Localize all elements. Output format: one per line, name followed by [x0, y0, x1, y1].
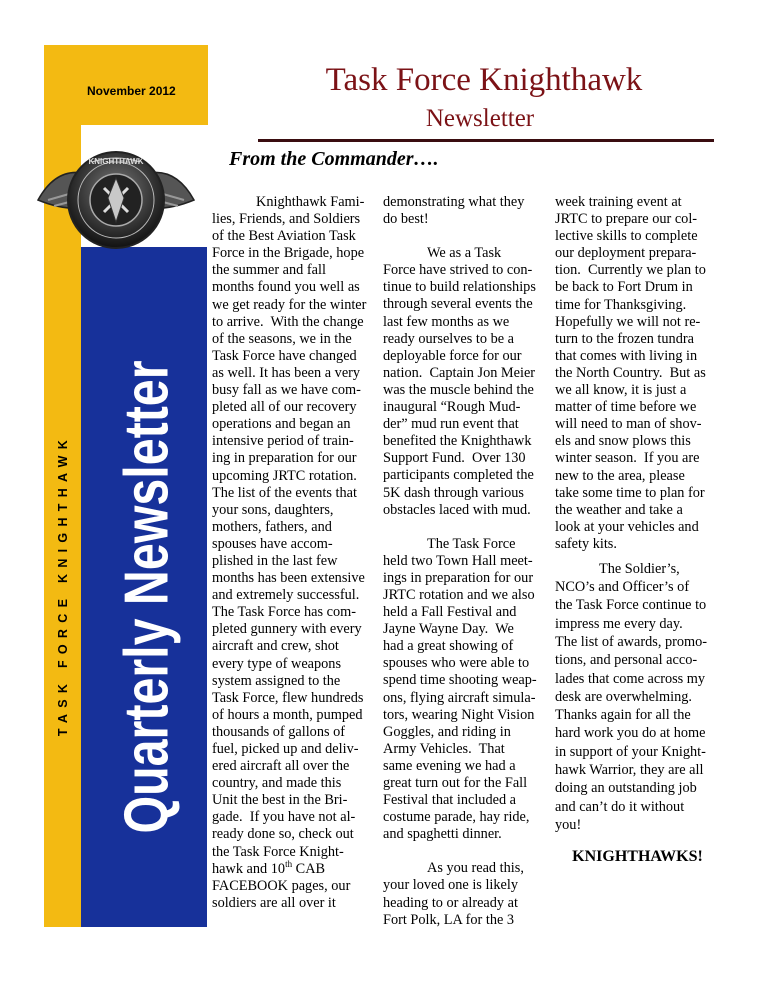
signoff: KNIGHTHAWKS! — [572, 848, 703, 866]
text-line: spend time shooting weap- — [383, 672, 537, 689]
text-line: pleted all of our recovery — [212, 399, 357, 416]
text-line: that comes with living in — [555, 347, 698, 364]
text-line: ing in preparation for our — [212, 450, 357, 467]
text-line: to arrive. With the change — [212, 313, 364, 330]
text-line: Task Force have changed — [212, 347, 357, 364]
text-line: through several events the — [383, 296, 533, 313]
text-line: held two Town Hall meet- — [383, 552, 533, 569]
text-line: country, and made this — [212, 775, 342, 792]
text-line: participants completed the — [383, 467, 534, 484]
text-line: and spaghetti dinner. — [383, 826, 502, 843]
text-line: matter of time before we — [555, 399, 697, 416]
text-line: turn to the frozen tundra — [555, 330, 694, 347]
text-line: hawk Warrior, they are all — [555, 762, 704, 779]
text-line: Force in the Brigade, hope — [212, 245, 365, 262]
text-line: Knighthawk Fami- — [256, 194, 365, 210]
text-line: the summer and fall — [212, 262, 326, 279]
text-line: hawk and 10th CAB — [212, 858, 326, 877]
text-line: spouses have accom- — [212, 535, 333, 552]
text-line: The Soldier’s, — [599, 560, 680, 577]
text-line: ready ourselves to be a — [383, 330, 515, 347]
text-line: the weather and take a — [555, 501, 683, 518]
section-heading: From the Commander…. — [229, 148, 439, 170]
text-line: we get ready for the winter — [212, 296, 367, 313]
text-line: ings in preparation for our — [383, 569, 534, 586]
text-line: tions, and personal acco- — [555, 652, 698, 669]
text-line: soldiers are all over it — [212, 894, 336, 911]
text-line: was the muscle behind the — [383, 381, 534, 398]
text-line: 5K dash through various — [383, 484, 524, 501]
text-line: heading to or already at — [383, 894, 518, 911]
text-line: doing an outstanding job — [555, 780, 697, 797]
text-line: inaugural “Rough Mud- — [383, 399, 521, 416]
text-line: we all know, it is just a — [555, 382, 687, 399]
text-line: der” mud run event that — [383, 416, 519, 433]
text-line: Army Vehicles. That — [383, 740, 505, 757]
text-line: safety kits. — [555, 535, 617, 552]
text-line: great turn out for the Fall — [383, 775, 528, 791]
text-line: The list of the events that — [212, 484, 357, 501]
text-line: operations and began an — [212, 416, 351, 433]
text-line: Unit the best in the Bri- — [212, 792, 348, 809]
text-line: hard work you do at home — [555, 725, 706, 742]
text-line: your loved one is likely — [383, 877, 519, 894]
text-line: Force have strived to con- — [383, 262, 533, 279]
text-line: had a great showing of — [383, 638, 514, 655]
text-line: the North Country. But as — [555, 364, 706, 381]
issue-date: November 2012 — [87, 84, 176, 98]
text-line: Goggles, and riding in — [383, 723, 511, 740]
text-line: every type of weapons — [212, 655, 342, 672]
text-line: costume parade, hay ride, — [383, 809, 530, 826]
text-line: and can’t do it without — [555, 798, 685, 815]
text-line: lective skills to complete — [555, 228, 698, 245]
text-line: mothers, fathers, and — [212, 518, 332, 535]
text-line: you! — [555, 816, 582, 833]
text-line: take some time to plan for — [555, 484, 705, 501]
text-line: Thanks again for all the — [555, 707, 691, 724]
text-line: week training event at — [555, 194, 682, 210]
text-line: lades that come across my — [555, 670, 706, 687]
text-line: your sons, daughters, — [212, 501, 334, 518]
text-line: the Task Force continue to — [555, 597, 707, 614]
text-line: NCO’s and Officer’s of — [555, 579, 690, 596]
text-line: As you read this, — [427, 860, 524, 877]
text-line: The Task Force has com- — [212, 604, 357, 621]
text-line: of hours a month, pumped — [212, 706, 363, 723]
text-line: ons, flying aircraft simula- — [383, 689, 536, 706]
text-line: as well. It has been a very — [212, 364, 361, 381]
text-line: spouses who were able to — [383, 655, 530, 672]
text-line: the Task Force Knight- — [212, 843, 344, 860]
text-line: JRTC rotation and we also — [383, 586, 535, 603]
text-line: be back to Fort Drum in — [555, 279, 693, 296]
text-line: The Task Force — [427, 535, 516, 552]
newsletter-subtitle: Newsletter — [425, 105, 535, 132]
title-rule — [258, 139, 714, 142]
text-line: our deployment prepara- — [555, 245, 697, 262]
text-line: do best! — [383, 211, 429, 228]
text-line: nation. Captain Jon Meier — [383, 364, 536, 381]
text-line: fuel, picked up and deliv- — [212, 741, 359, 757]
svg-text:KNIGHTHAWK: KNIGHTHAWK — [88, 157, 144, 166]
text-line: plished in the last few — [212, 552, 338, 569]
text-line: in support of your Knight- — [555, 743, 706, 760]
text-line: will need to man of shov- — [555, 416, 702, 433]
text-line: We as a Task — [427, 245, 502, 262]
text-line: desk are overwhelming. — [555, 688, 692, 705]
text-line: aircraft and crew, shot — [212, 638, 339, 655]
text-line: benefited the Knighthawk — [383, 433, 532, 450]
text-line: winter season. If you are — [555, 450, 700, 467]
text-line: held a Fall Festival and — [383, 604, 517, 621]
text-line: JRTC to prepare our col- — [555, 211, 698, 228]
text-line: busy fall as we have com- — [212, 382, 361, 399]
text-line: obstacles laced with mud. — [383, 501, 531, 518]
article-column-1 — [212, 194, 382, 912]
text-line: months has been extensive — [212, 570, 365, 587]
text-line: els and snow plows this — [555, 433, 691, 450]
article-column-2 — [383, 194, 553, 929]
text-line: pleted gunnery with every — [212, 621, 362, 638]
text-line: tion. Currently we plan to — [555, 262, 706, 279]
text-line: of the seasons, we in the — [212, 330, 352, 347]
side-label: TASK FORCE KNIGHTHAWK — [56, 433, 70, 737]
text-line: Task Force, flew hundreds — [212, 689, 364, 706]
text-line: tinue to build relationships — [383, 279, 536, 296]
text-line: new to the area, please — [555, 467, 685, 484]
text-line: FACEBOOK pages, our — [212, 877, 351, 894]
text-line: Support Fund. Over 130 — [383, 450, 526, 467]
text-line: tors, wearing Night Vision — [383, 706, 535, 723]
text-line: demonstrating what they — [383, 194, 525, 210]
text-line: intensive period of train- — [212, 433, 354, 450]
text-line: thousands of gallons of — [212, 723, 346, 740]
knighthawk-crest-icon — [20, 140, 212, 265]
text-line: last few months as we — [383, 313, 510, 330]
text-line: time for Thanksgiving. — [555, 296, 687, 313]
newsletter-title: Task Force Knighthawk — [325, 62, 643, 98]
text-line: The list of awards, promo- — [555, 633, 708, 650]
text-line: gade. If you have not al- — [212, 809, 356, 826]
text-line: look at your vehicles and — [555, 518, 699, 535]
text-line: Hopefully we will not re- — [555, 313, 701, 330]
text-line: upcoming JRTC rotation. — [212, 467, 357, 484]
quarterly-newsletter-banner: Quarterly Newsletter — [112, 360, 182, 834]
text-line: Festival that included a — [383, 792, 517, 809]
text-line: Jayne Wayne Day. We — [383, 621, 514, 638]
text-line: same evening we had a — [383, 757, 516, 774]
text-line: months found you well as — [212, 279, 360, 296]
text-line: and extremely successful. — [212, 587, 360, 604]
text-line: Fort Polk, LA for the 3 — [383, 911, 515, 928]
text-line: deployable force for our — [383, 347, 522, 364]
article-column-3 — [555, 194, 720, 865]
text-line: lies, Friends, and Soldiers — [212, 211, 361, 228]
text-line: system assigned to the — [212, 672, 341, 689]
text-line: of the Best Aviation Task — [212, 228, 356, 245]
text-line: ready done so, check out — [212, 826, 354, 843]
text-line: impress me every day. — [555, 615, 683, 632]
text-line: ered aircraft all over the — [212, 758, 350, 775]
